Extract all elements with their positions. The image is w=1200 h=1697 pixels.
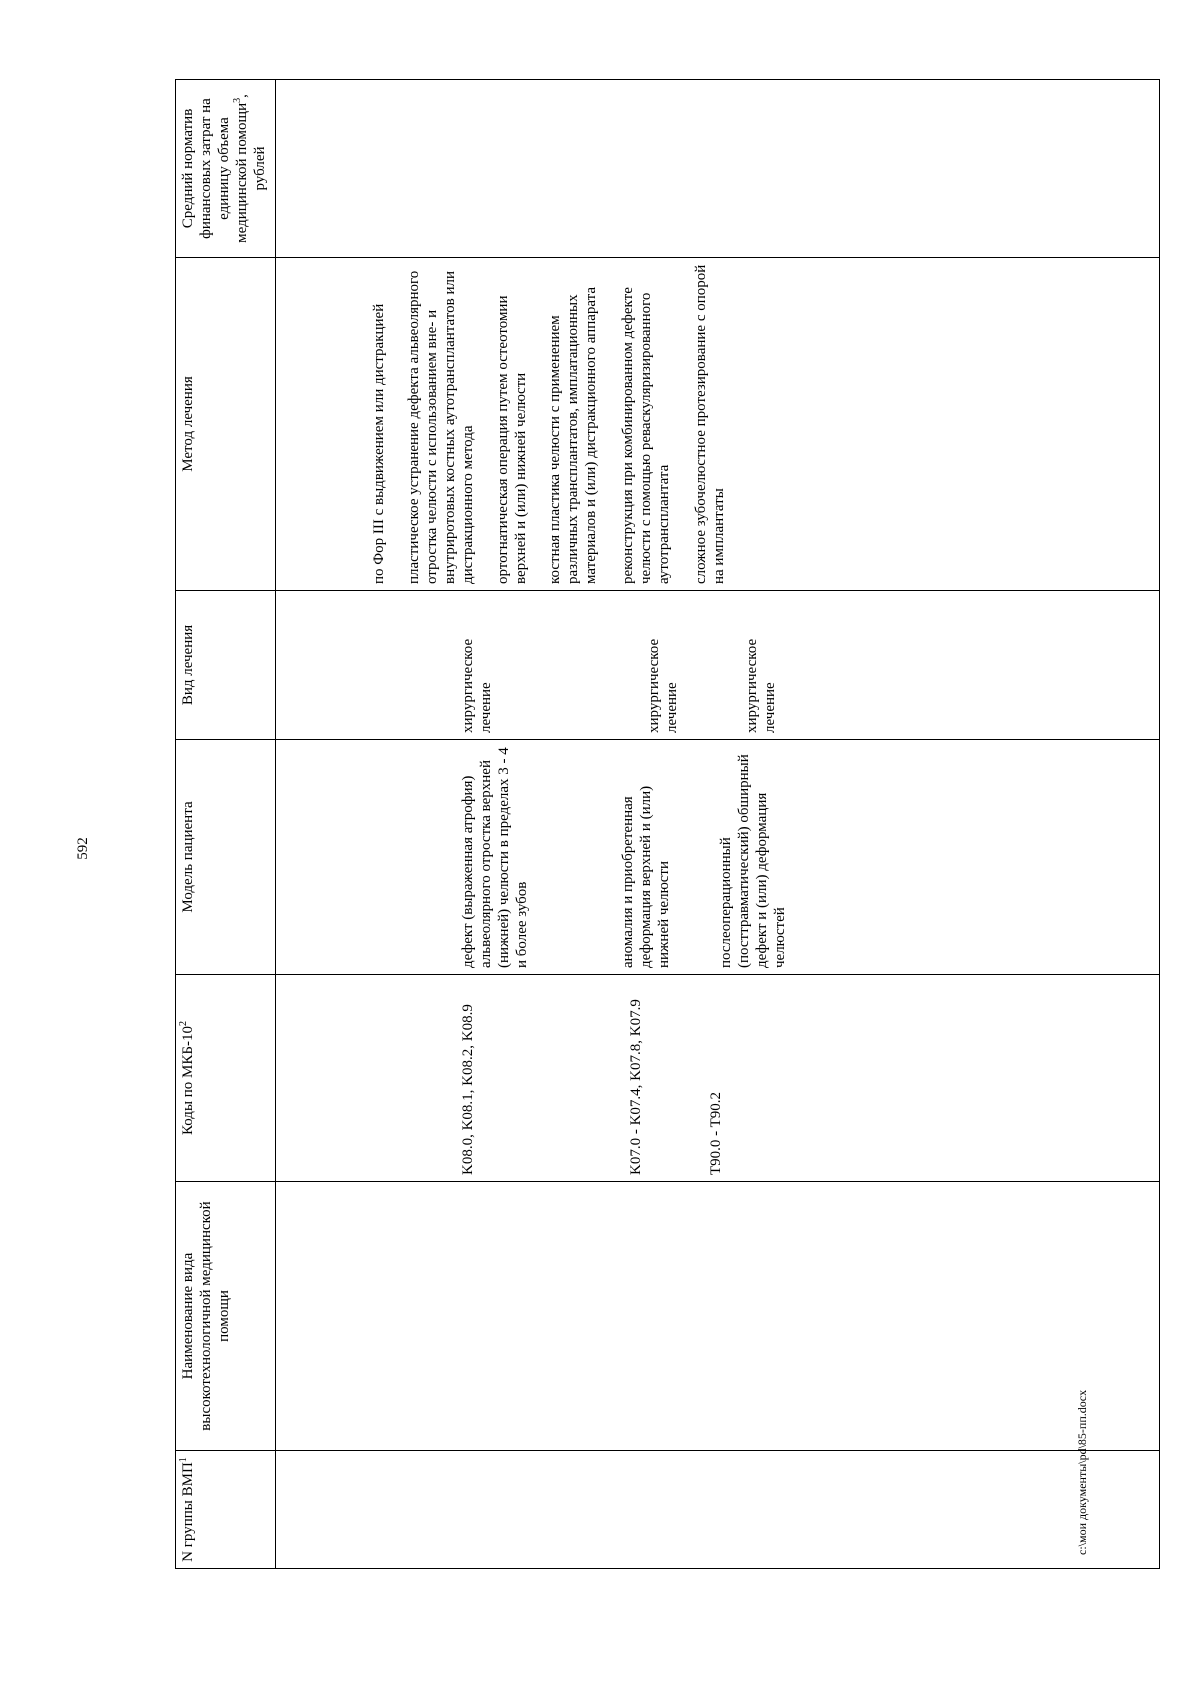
col-treatment-type [276, 591, 1160, 740]
row2-codes: K07.0 - K07.4, K07.8, K07.9 [628, 999, 644, 1175]
table-body-row [276, 80, 1160, 1569]
footer-file-path: c:\мои документы\pd\85-пп.docx [1075, 1389, 1089, 1555]
col-treatment-method [276, 258, 1160, 591]
continuation-method: по Фор III с выдвижением или дистракцией [371, 303, 387, 584]
row1-treatment: хирургическое лечение [460, 638, 494, 733]
row1-method: пластическое устранение дефекта альвеолярного отростка челюсти с использованием вне- и внутриротовых костных аутотрансплантатов или дистракционного метода [406, 270, 476, 584]
row3-method-2: реконструкция при комбинированном дефекте челюсти с помощью реваскуляризированного аутотрансплантата [620, 287, 672, 584]
header-icd-codes: Коды по МКБ-$10^2$ [176, 975, 276, 1182]
row3-codes: T90.0 - T90.2 [708, 1091, 724, 1175]
col-cost-standard [276, 80, 1160, 258]
header-patient-model: Модель пациента [176, 740, 276, 975]
header-treatment-type: Вид лечения [176, 591, 276, 740]
row2-method: ортогнатическая операция путем остеотомии верхней и (или) нижней челюсти [495, 295, 529, 584]
row3-treatment: хирургическое лечение [744, 638, 778, 733]
row2-model: аномалия и приобретенная деформация верхней и (или) нижней челюсти [620, 785, 672, 968]
header-vmp-name: Наименование вида высокотехнологичной медицинской помощи [176, 1182, 276, 1451]
col-vmp-name [276, 1182, 1160, 1451]
col-group-number [276, 1451, 1160, 1569]
row1-codes: K08.0, K08.1, K08.2, K08.9 [460, 1004, 476, 1175]
vmp-table [175, 79, 1160, 1569]
col-patient-model [276, 740, 1160, 975]
col-icd-codes [276, 975, 1160, 1182]
row1-model: дефект (выраженная атрофия) альвеолярного отростка верхней (нижней) челюсти в пределах 3 - 4 и более зубов [460, 747, 530, 968]
row3-method-3: сложное зубочелюстное протезирование с опорой на имплантаты [693, 264, 727, 584]
header-cost-standard: Средний норматив финансовых затрат на единицу объема медицинской помощи$^3$, рублей [176, 80, 276, 258]
header-treatment-method: Метод лечения [176, 258, 276, 591]
row3-method-1: костная пластика челюсти с применением различных трансплантатов, имплатационных материалов и (или) дистракционного аппарата [547, 286, 599, 584]
table-header-row [176, 80, 276, 1569]
row2-treatment: хирургическое лечение [646, 638, 680, 733]
row3-model: послеоперационный (посттравматический) обширный дефект и (или) деформация челюстей [718, 754, 788, 968]
page-number: 592 [75, 837, 91, 860]
header-group-number: N группы ВМП$^1$ [176, 1451, 276, 1569]
